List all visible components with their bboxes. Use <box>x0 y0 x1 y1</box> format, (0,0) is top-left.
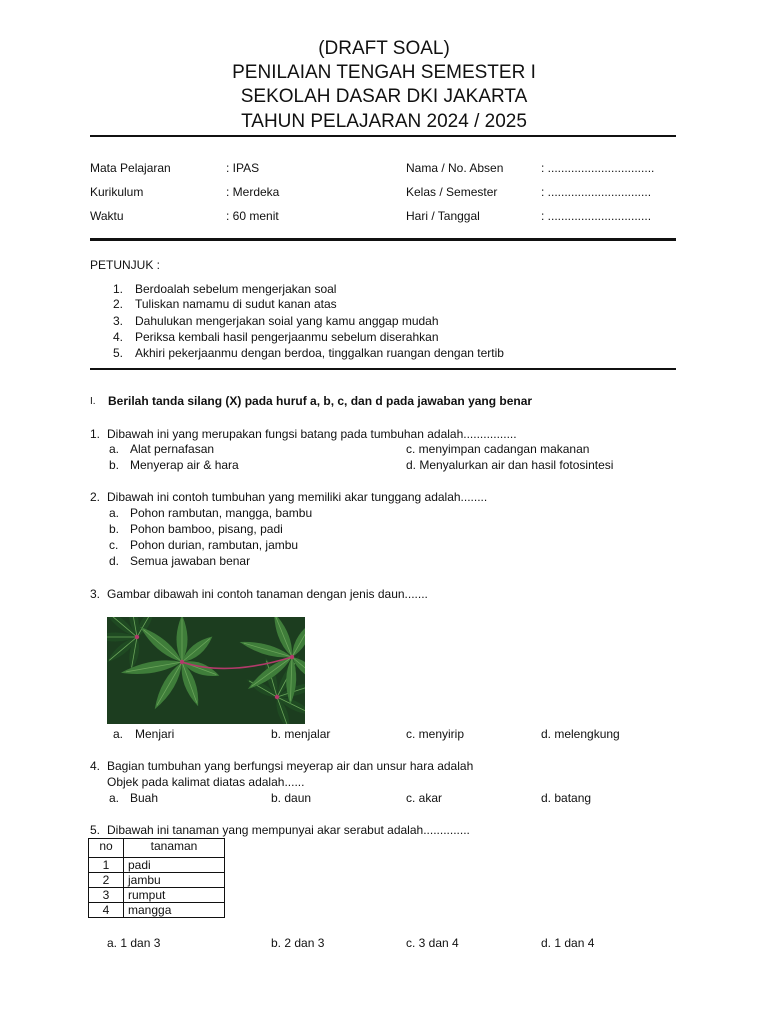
title-school: SEKOLAH DASAR DKI JAKARTA <box>240 86 528 107</box>
option-b: b. daun <box>271 791 312 805</box>
option-letter: a. <box>113 727 124 741</box>
option-d: d. melengkung <box>541 727 620 741</box>
info-value-subject: : IPAS <box>226 161 260 175</box>
info-value-curriculum: : Merdeka <box>226 185 280 199</box>
table-cell-plant: padi <box>124 858 225 873</box>
option-letter: b. <box>109 458 120 472</box>
instruction-text: Tuliskan namamu di sudut kanan atas <box>135 297 337 311</box>
instruction-number: 3. <box>113 314 124 328</box>
option-c: c. 3 dan 4 <box>406 936 459 950</box>
info-label-subject: Mata Pelajaran <box>90 161 171 175</box>
table-cell-no: 2 <box>89 873 124 888</box>
question-number: 1. <box>90 427 101 441</box>
info-divider <box>90 238 676 241</box>
table-header-no: no <box>89 839 124 858</box>
leaf-illustration <box>107 617 305 724</box>
option-a: a. 1 dan 3 <box>107 936 161 950</box>
cassava-leaf-image <box>107 617 305 724</box>
info-label-date: Hari / Tanggal <box>406 209 480 223</box>
table-cell-no: 1 <box>89 858 124 873</box>
option-letter: a. <box>109 791 120 805</box>
table-cell-plant: jambu <box>124 873 225 888</box>
info-value-name: : ................................ <box>541 161 655 175</box>
question-number: 4. <box>90 759 101 773</box>
table-header-plant: tanaman <box>124 839 225 858</box>
table-header-row <box>89 839 225 858</box>
table-cell-no: 3 <box>89 888 124 903</box>
question-text: Dibawah ini contoh tumbuhan yang memiliki akar tunggang adalah........ <box>107 490 488 504</box>
table-row <box>89 903 225 918</box>
petiole <box>275 695 279 699</box>
option-d: Semua jawaban benar <box>130 554 251 568</box>
option-b: b. menjalar <box>271 727 331 741</box>
title-exam: PENILAIAN TENGAH SEMESTER I <box>232 62 536 83</box>
petiole <box>135 635 139 639</box>
option-d: d. Menyalurkan air dan hasil fotosintesi <box>406 458 614 472</box>
instructions-title: PETUNJUK : <box>90 258 161 272</box>
instruction-number: 1. <box>113 282 124 296</box>
table-cell-plant: rumput <box>124 888 225 903</box>
option-c: c. menyirip <box>406 727 465 741</box>
option-c: Pohon durian, rambutan, jambu <box>130 538 299 552</box>
question-text: Dibawah ini yang merupakan fungsi batang pada tumbuhan adalah................ <box>107 427 517 441</box>
table-row <box>89 888 225 903</box>
instruction-number: 2. <box>113 297 124 311</box>
option-letter: b. <box>109 522 120 536</box>
table-row <box>89 873 225 888</box>
option-d: d. batang <box>541 791 592 805</box>
plants-table <box>88 838 225 918</box>
info-label-name: Nama / No. Absen <box>406 161 504 175</box>
title-year: TAHUN PELAJARAN 2024 / 2025 <box>241 111 527 132</box>
section-title: Berilah tanda silang (X) pada huruf a, b, c, dan d pada jawaban yang benar <box>108 394 533 408</box>
table-row <box>89 858 225 873</box>
table-cell-no: 4 <box>89 903 124 918</box>
option-a: Pohon rambutan, mangga, bambu <box>130 506 313 520</box>
question-text: Gambar dibawah ini contoh tanaman dengan jenis daun....... <box>107 587 428 601</box>
question-number: 3. <box>90 587 101 601</box>
info-label-curriculum: Kurikulum <box>90 185 144 199</box>
info-label-time: Waktu <box>90 209 124 223</box>
info-value-time: : 60 menit <box>226 209 279 223</box>
option-b: b. 2 dan 3 <box>271 936 325 950</box>
option-c: c. menyimpan cadangan makanan <box>406 442 590 456</box>
option-b: Menyerap air & hara <box>130 458 239 472</box>
option-letter: a. <box>109 506 120 520</box>
option-d: d. 1 dan 4 <box>541 936 595 950</box>
instruction-number: 4. <box>113 330 124 344</box>
question-text-2: Objek pada kalimat diatas adalah...... <box>107 775 305 789</box>
question-text: Bagian tumbuhan yang berfungsi meyerap air dan unsur hara adalah <box>107 759 474 773</box>
section-number: I. <box>90 396 96 407</box>
info-value-date: : ............................... <box>541 209 652 223</box>
option-a: Alat pernafasan <box>130 442 215 456</box>
instruction-text: Berdoalah sebelum mengerjakan soal <box>135 282 337 296</box>
option-letter: c. <box>109 538 119 552</box>
option-b: Pohon bamboo, pisang, padi <box>130 522 283 536</box>
question-text: Dibawah ini tanaman yang mempunyai akar serabut adalah.............. <box>107 823 470 837</box>
instruction-number: 5. <box>113 346 124 360</box>
info-value-class: : ............................... <box>541 185 652 199</box>
table-cell-plant: mangga <box>124 903 225 918</box>
option-a: Menjari <box>135 727 175 741</box>
question-number: 2. <box>90 490 101 504</box>
instruction-text: Dahulukan mengerjakan soial yang kamu anggap mudah <box>135 314 439 328</box>
option-c: c. akar <box>406 791 443 805</box>
instructions-divider <box>90 368 676 370</box>
info-label-class: Kelas / Semester <box>406 185 498 199</box>
instruction-text: Periksa kembali hasil pengerjaanmu sebelum diserahkan <box>135 330 439 344</box>
option-a: Buah <box>130 791 159 805</box>
option-letter: d. <box>109 554 120 568</box>
instruction-text: Akhiri pekerjaanmu dengan berdoa, tinggalkan ruangan dengan tertib <box>135 346 504 360</box>
title-draft: (DRAFT SOAL) <box>318 38 450 59</box>
question-number: 5. <box>90 823 101 837</box>
header-divider <box>90 135 676 137</box>
option-letter: a. <box>109 442 120 456</box>
